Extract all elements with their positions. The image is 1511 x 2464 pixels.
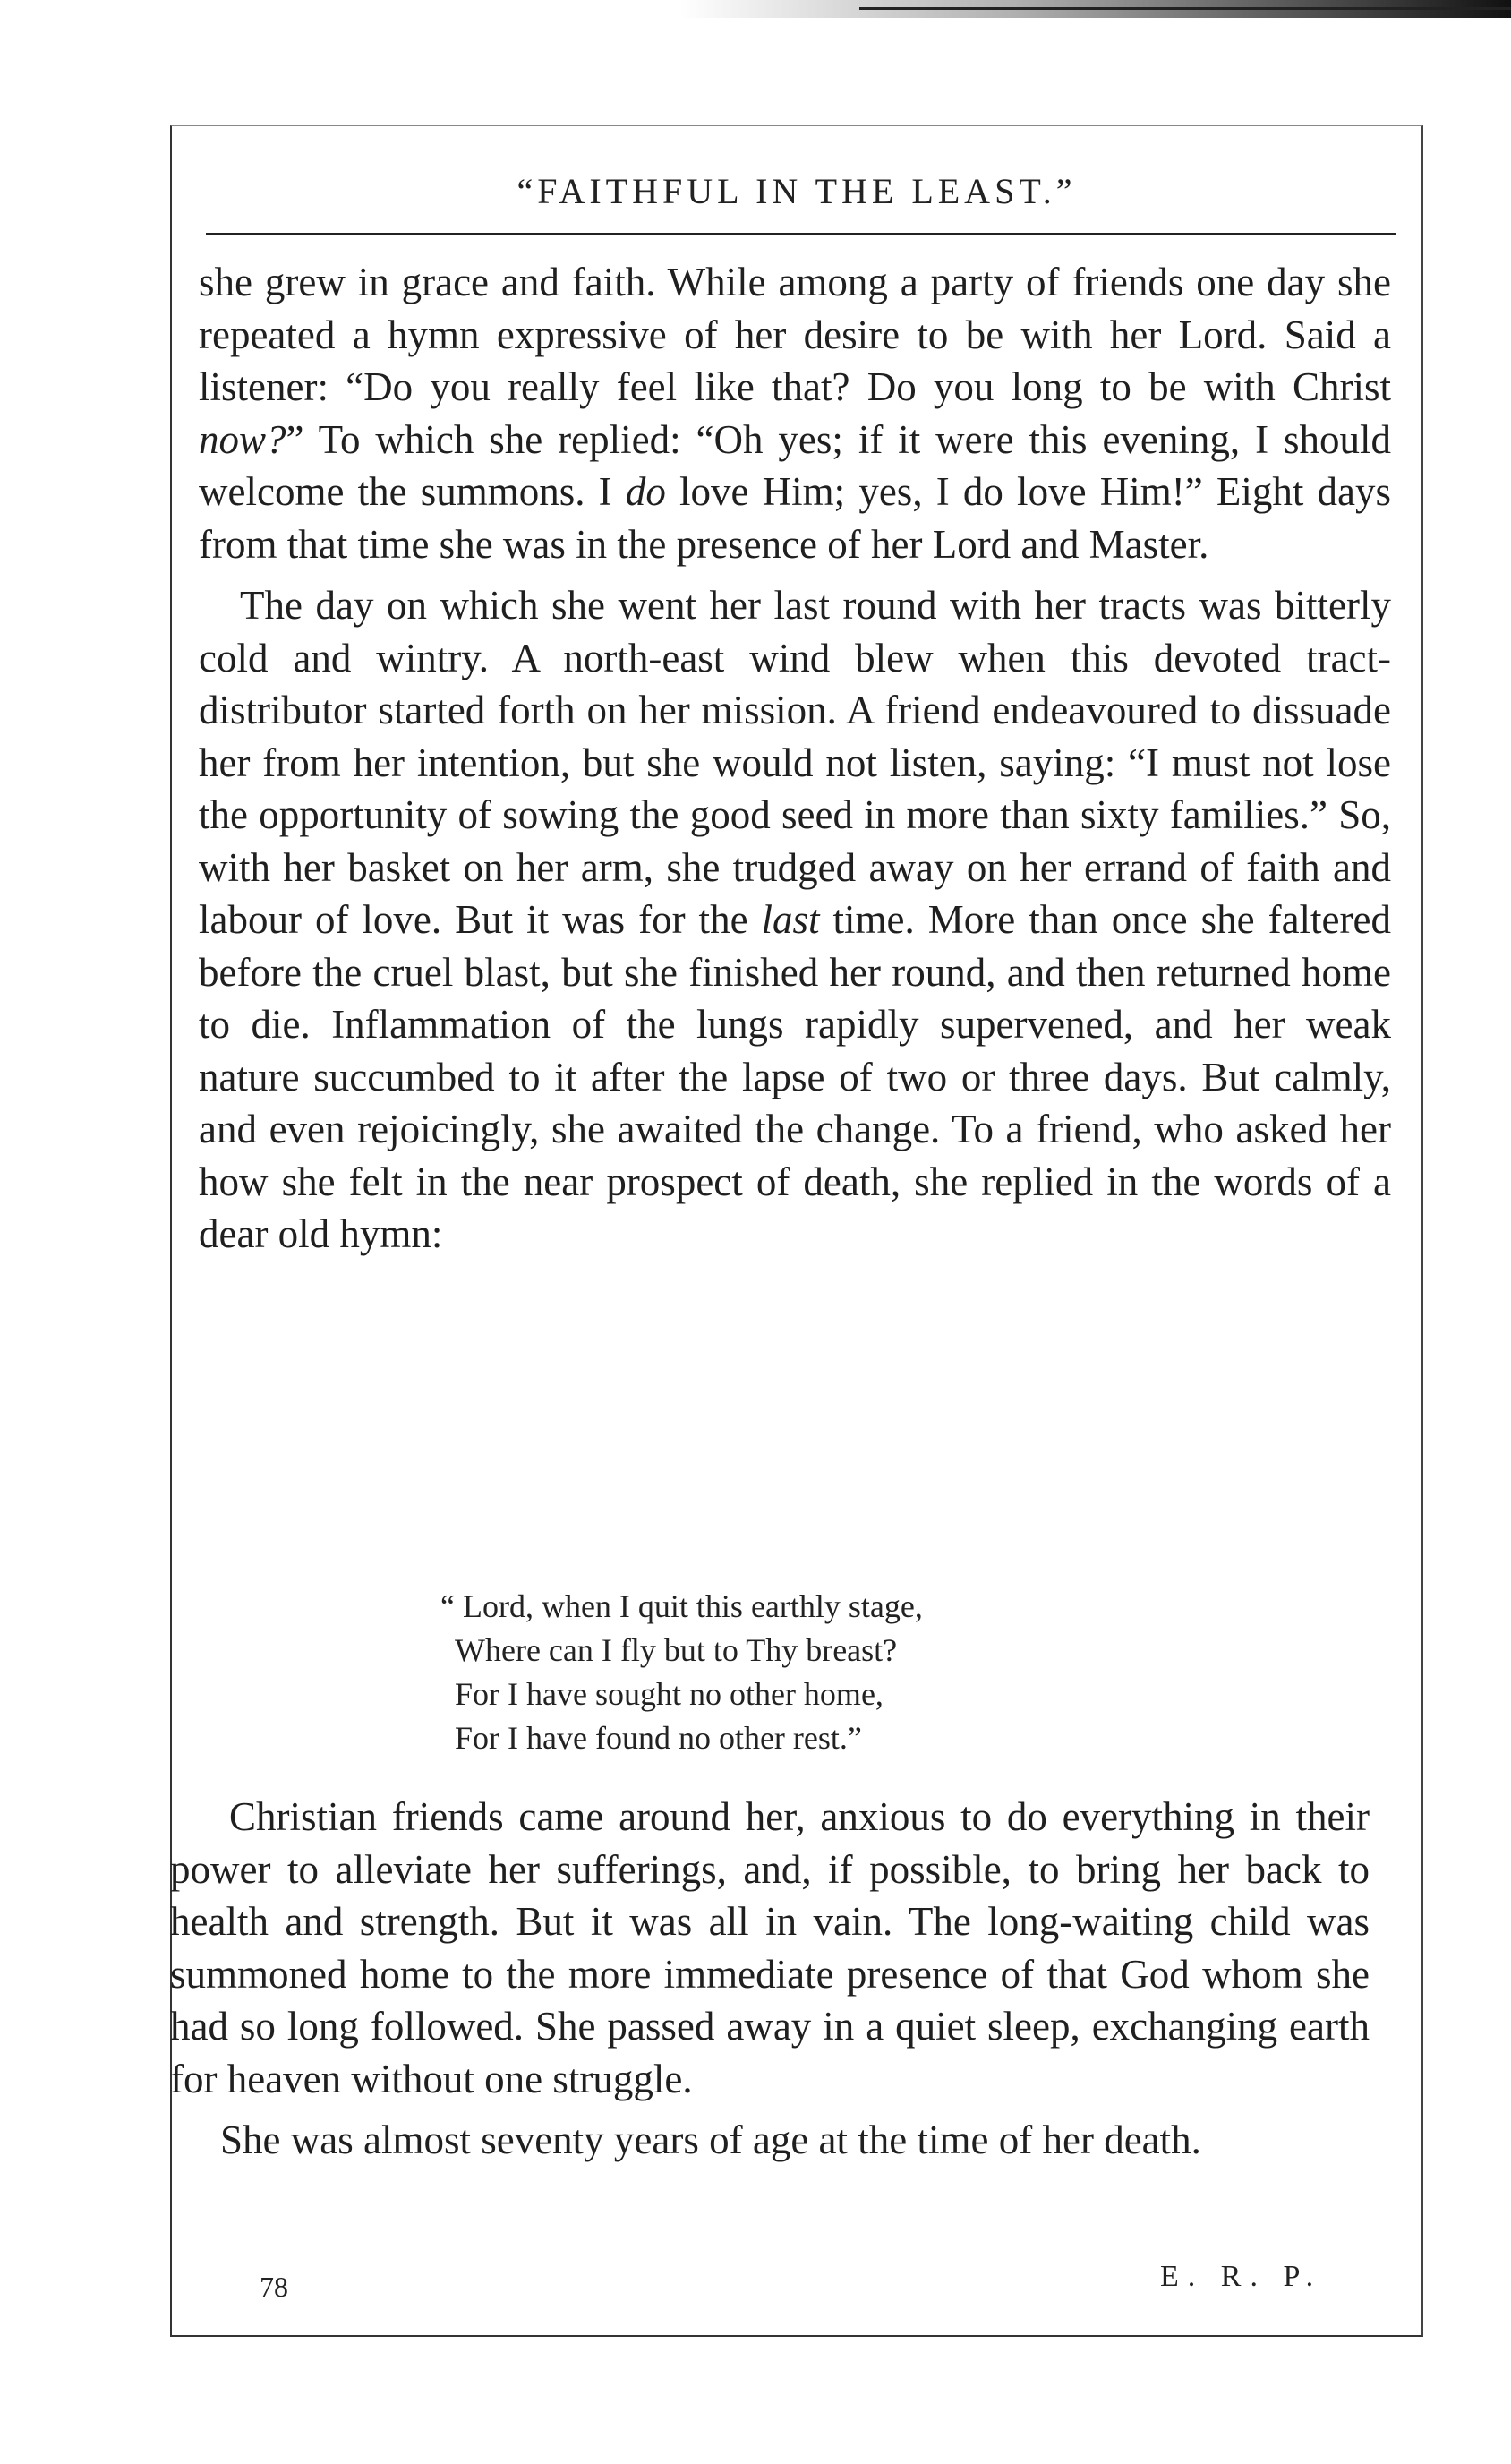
running-head: “FAITHFUL IN THE LEAST.” [516, 171, 1077, 211]
paragraph-1-part-b: ” To which she replied: “Oh yes; if it were this evening, I should welcome the summons. I [199, 416, 1391, 514]
paragraph-1-emphasis-now: now? [199, 416, 286, 462]
hymn-line-3: For I have sought no other home, [455, 1676, 884, 1712]
scan-edge-line [859, 7, 1511, 10]
paragraph-1-emphasis-do: do [625, 469, 666, 514]
paragraph-1-part-a: she grew in grace and faith. While among a party of friends one day she repeated a hymn expressive of her desire to be with her Lord. Said a listener: “Do you really feel like that? Do you long to be with Christ [199, 260, 1391, 409]
body-text [199, 256, 1391, 1261]
author-initials: E. R. P. [1160, 2260, 1323, 2293]
paragraph-2-part-a: The day on which she went her last round with her tracts was bitterly cold and wintry. A north-east wind blew when this devoted tract-distributor started forth on her mission. A friend endeavoured to dissuade her from her intention, but she would not listen, saying: “I must not lose the opportunity of sowing the good seed in more than sixty families.” So, with her basket on her arm, she trudged away on her errand of faith and labour of love. But it was for the [199, 583, 1391, 942]
hymn-quote [440, 1585, 1171, 1760]
paragraph-2 [199, 579, 1391, 1261]
hymn-line-2: Where can I fly but to Thy breast? [455, 1632, 898, 1668]
page-number: 78 [260, 2271, 288, 2303]
header-rule [206, 233, 1396, 235]
hymn-line-1: “ Lord, when I quit this earthly stage, [440, 1588, 923, 1624]
paragraph-1 [199, 256, 1391, 570]
paragraph-3: Christian friends came around her, anxious to do everything in their power to alleviate her sufferings, and, if possible, to bring her back to health and strength. But it was all in vain. The long-waiting child was summoned home to the more immediate presence of that God whom she had so long followed. She passed away in a quiet sleep, exchanging earth for heaven without one struggle. [170, 1794, 1370, 2101]
hymn-line-4: For I have found no other rest.” [455, 1720, 862, 1756]
paragraph-2-emphasis-last: last [761, 897, 820, 942]
closing-text [170, 1791, 1370, 2167]
paragraph-4: She was almost seventy years of age at the time of her death. [220, 2118, 1201, 2162]
paragraph-1-part-c: love Him; yes, I do love Him!” Eight days from that time she was in the presence of her Lord and Master. [199, 469, 1391, 567]
paragraph-2-part-b: time. More than once she faltered before the cruel blast, but she finished her round, and then returned home to die. Inflammation of the lungs rapidly supervened, and her weak nature succumbed to it after the lapse of two or three days. But calmly, and even rejoicingly, she awaited the change. To a friend, who asked her how she felt in the near prospect of death, she replied in the words of a dear old hymn: [199, 897, 1391, 1256]
